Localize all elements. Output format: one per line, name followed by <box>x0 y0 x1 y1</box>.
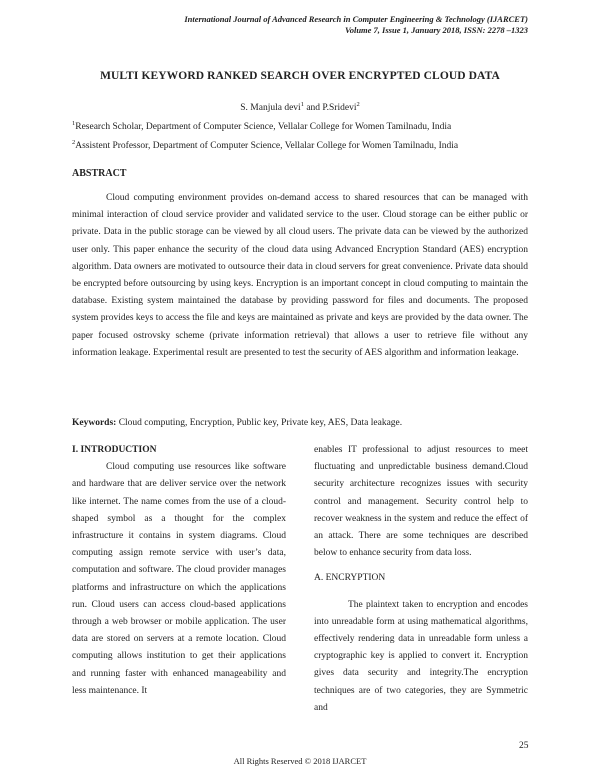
right-column <box>314 442 528 717</box>
encryption-text: The plaintext taken to encryption and encodes into unreadable form at using mathematical algorithms, effectively rendering data in unreadable form unless a cryptographic key is applied to convert it. Encryption gives data security and integrity.The encryption techniques are of two categories, they are Symmetric and <box>314 599 528 713</box>
introduction-continued: enables IT professional to adjust resources to meet fluctuating and unpredictable business demand.Cloud security architecture recognizes issues with security control and management. Security control help to recover weakness in the system and reduce the effect of an attack. There are some techniques are described below to enhance security from data loss. <box>314 445 528 559</box>
keywords-text: Cloud computing, Encryption, Public key, Private key, AES, Data leakage. <box>116 418 403 428</box>
author-2-sup: 2 <box>356 101 360 108</box>
journal-volume: Volume 7, Issue 1, January 2018, ISSN: 2278 –1323 <box>344 25 528 35</box>
abstract-heading: ABSTRACT <box>72 168 127 179</box>
page-number: 25 <box>519 741 529 751</box>
abstract-text: Cloud computing environment provides on-demand access to shared resources that can be managed with minimal interaction of cloud service provider and validated service to the user. Cloud storage can be either public or private. Data in the public storage can be viewed by all cloud users. The private data can be viewed by the authorized user only. This paper enhance the security of the cloud data using Advanced Encryption Standard (AES) encryption algorithm. Data owners are motivated to outsource their data in cloud servers for great convenience. Private data should be encrypted before outsourcing by using keys. Encryption is an important concept in cloud computing to maintain the database. Existing system maintained the database by providing password for files and documents. The proposed system provides keys to access the file and keys are maintained as private and keys are provided by the data owner. The paper focused ostrovsky scheme (private information retrieval) that allows a user to retrieve file without any information leakage. Experimental result are presented to test the security of AES algorithm and information leakage. <box>72 193 528 358</box>
left-column <box>72 442 286 700</box>
affiliation-2 <box>72 139 458 151</box>
affiliation-1-sup: 1 <box>72 120 76 127</box>
author-2: P.Sridevi <box>322 103 357 114</box>
author-1-sup: 1 <box>300 101 304 108</box>
introduction-heading: I. INTRODUCTION <box>72 445 157 455</box>
encryption-heading: A. ENCRYPTION <box>314 573 386 584</box>
journal-header <box>184 14 528 36</box>
author-conjunction: and <box>303 103 323 114</box>
affiliation-1 <box>72 120 451 132</box>
affiliation-2-text: Assistent Professor, Department of Computer Science, Vellalar College for Women Tamilnadu, India <box>75 141 459 152</box>
keywords <box>72 418 402 428</box>
copyright-footer: All Rights Reserved © 2018 IJARCET <box>233 756 367 766</box>
keywords-label: Keywords: <box>72 418 117 428</box>
affiliation-1-text: Research Scholar, Department of Computer Science, Vellalar College for Women Tamilnadu, India <box>75 122 452 133</box>
affiliation-2-sup: 2 <box>72 139 76 146</box>
journal-name: International Journal of Advanced Research in Computer Engineering & Technology (IJARCET) <box>184 14 528 24</box>
paper-title: MULTI KEYWORD RANKED SEARCH OVER ENCRYPTED CLOUD DATA <box>100 70 500 82</box>
introduction-text: Cloud computing use resources like software and hardware that are deliver service over the network like internet. The name comes from the use of a cloud-shaped symbol as a thought for the complex infrastructure it contains in system diagrams. Cloud computing assign remote service with user’s data, computation and software. The cloud provider manages platforms and infrastructure on which the applications run. Cloud users can access cloud-based applications through a web browser or mobile application. The user data are stored on servers at a remote location. Cloud computing allows institution to get their applications and running faster with enhanced manageability and less maintenance. It <box>72 462 286 696</box>
author-1: S. Manjula devi <box>240 103 301 114</box>
authors <box>0 101 600 113</box>
